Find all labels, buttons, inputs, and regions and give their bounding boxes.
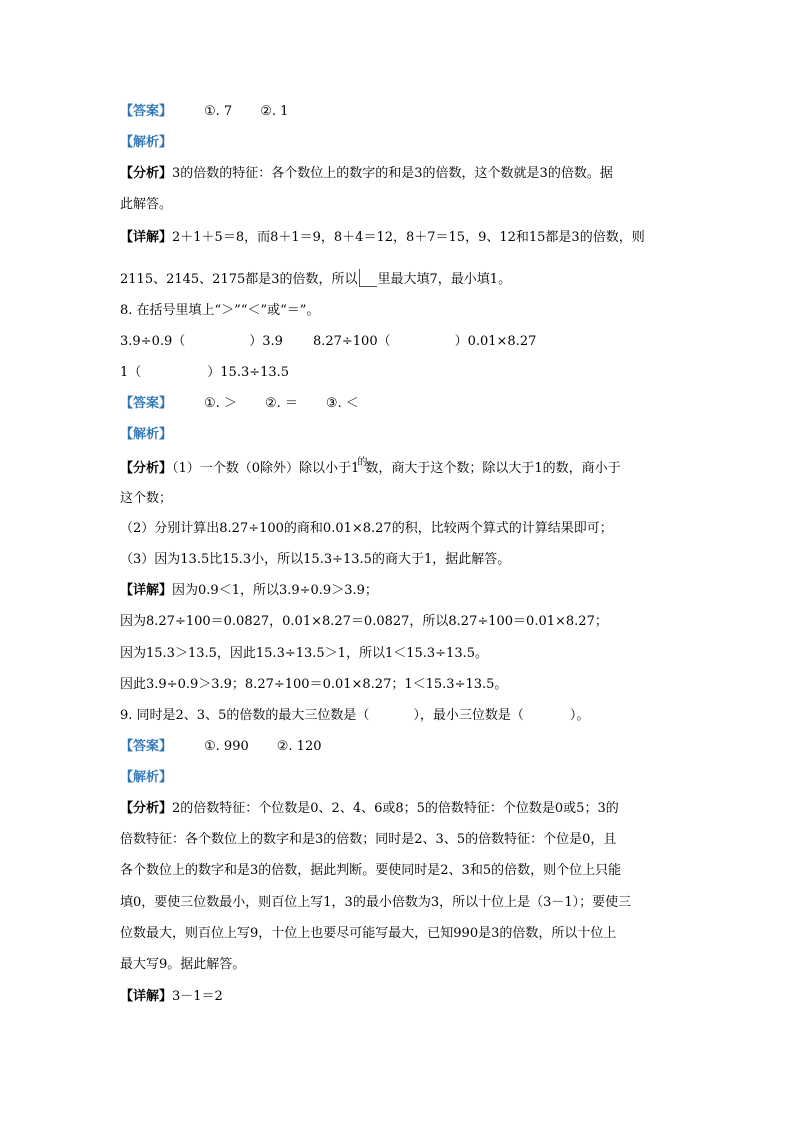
q9-answer-1: ①. 990 (204, 739, 249, 754)
q9-fenxi-text-1: 2的倍数特征：个位数是0、2、4、6或8；5的倍数特征：个位数是0或5；3的 (172, 801, 619, 816)
q9-fenxi-text-6: 最大写9。据此解答。 (120, 957, 246, 972)
q8-fenxi-line-4 (120, 551, 510, 569)
q9-fenxi-line-5 (120, 925, 616, 943)
q9-xiangjie-line-1 (120, 988, 223, 1006)
q9-fenxi-text-5: 位数最大，则百位上写9，十位上也要尽可能写最大，已知990是3的倍数，所以十位上 (120, 926, 617, 941)
q8-row-2 (120, 364, 289, 382)
q9-fenxi-line-4 (120, 894, 631, 912)
q8-expr-1b: ）3.9 (249, 334, 283, 349)
q7-xiangjie-line-2 (120, 269, 511, 289)
fenxi-label: 【分析】 (120, 461, 173, 476)
q7-xiangjie-text-2a: 2115、2145、2175都是3的倍数，所以 (120, 272, 358, 287)
q8-analysis-heading (120, 426, 172, 444)
q8-expr-1d: ）0.01×8.27 (454, 334, 537, 349)
answer-label: 【答案】 (120, 739, 173, 754)
q9-fenxi-line-1 (120, 800, 619, 818)
q8-xiangjie-line-2 (120, 613, 608, 631)
q7-answer-1: ①. 7 (204, 104, 233, 119)
q8-fenxi-line-1 (120, 457, 621, 479)
q8-xiangjie-text-1: 因为0.9＜1，所以3.9÷0.9＞3.9； (172, 583, 378, 598)
q8-fenxi-text-4: （3）因为13.5比15.3小，所以15.3÷13.5的商大于1，据此解答。 (120, 552, 511, 567)
q9-answer-2: ②. 120 (276, 739, 322, 754)
q7-xiangjie-line-1 (120, 229, 645, 247)
xiangjie-label: 【详解】 (120, 230, 173, 245)
q9-stem-c: ）。 (569, 708, 590, 723)
q8-fenxi-line-3 (120, 520, 613, 538)
q9-fenxi-line-2 (120, 831, 616, 849)
q8-xiangjie-text-2: 因为8.27÷100＝0.0827，0.01×8.27＝0.0827，所以8.27÷100＝0.01×8.27； (120, 614, 608, 629)
q8-expr-1a: 3.9÷0.9（ (120, 334, 186, 349)
q8-expr-1c: 8.27÷100（ (312, 334, 391, 349)
q7-answer-2: ②. 1 (260, 104, 289, 119)
blank-box (359, 269, 377, 287)
q9-answer-line (120, 738, 321, 756)
q8-fenxi-sup: 的 (357, 457, 368, 468)
analysis-label: 【解析】 (120, 135, 173, 150)
q7-analysis-heading (120, 134, 172, 152)
q8-answer-3: ③. ＜ (325, 396, 359, 411)
q9-fenxi-text-4: 填0，要使三位数最小，则百位上写1，3的最小倍数为3，所以十位上是（3－1）；要使三 (120, 895, 632, 910)
q8-fenxi-line-2 (120, 490, 172, 508)
q9-fenxi-line-3 (120, 862, 621, 880)
answer-label: 【答案】 (120, 104, 173, 119)
q8-xiangjie-line-1 (120, 582, 378, 600)
fenxi-label: 【分析】 (120, 166, 173, 181)
q9-xiangjie-text-1: 3－1＝2 (172, 989, 223, 1004)
q7-xiangjie-text-1: 2＋1＋5＝8，而8＋1＝9，8＋4＝12，8＋7＝15，9、12和15都是3的倍数，则 (172, 230, 645, 245)
q7-fenxi-line-1 (120, 165, 613, 183)
q8-xiangjie-text-4: 因此3.9÷0.9＞3.9；8.27÷100＝0.01×8.27；1＜15.3÷13.5。 (120, 677, 508, 692)
q7-xiangjie-text-2b: 里最大填7，最小填1。 (377, 272, 512, 287)
q8-answer-2: ②. ＝ (264, 396, 298, 411)
q9-analysis-heading (120, 769, 172, 787)
analysis-label: 【解析】 (120, 427, 173, 442)
q8-expr-2a: 1（ (120, 365, 142, 380)
q7-fenxi-text-1: 3的倍数的特征：各个数位上的数字的和是3的倍数，这个数就是3的倍数。据 (172, 166, 613, 181)
xiangjie-label: 【详解】 (120, 989, 173, 1004)
analysis-label: 【解析】 (120, 770, 173, 785)
q8-stem-text: 8. 在括号里填上“＞”“＜”或“＝”。 (120, 303, 320, 318)
q9-fenxi-line-6 (120, 956, 245, 974)
q7-fenxi-line-2 (120, 196, 172, 214)
q8-fenxi-text-3: （2）分别计算出8.27÷100的商和0.01×8.27的积，比较两个算式的计算结果即可； (120, 521, 613, 536)
q7-answer-line (120, 103, 288, 121)
answer-label: 【答案】 (120, 396, 173, 411)
q8-row-1 (120, 333, 536, 351)
q9-fenxi-text-3: 各个数位上的数字和是3的倍数，据此判断。要使同时是2、3和5的倍数，则个位上只能 (120, 863, 622, 878)
xiangjie-label: 【详解】 (120, 583, 173, 598)
q9-stem (120, 707, 589, 725)
q8-fenxi-text-1a: （1）一个数（0除外）除以小于1 (172, 461, 360, 476)
q7-fenxi-text-2: 此解答。 (120, 197, 173, 212)
q8-fenxi-text-1b: 数，商大于这个数；除以大于1的数，商小于 (365, 461, 621, 476)
q8-xiangjie-text-3: 因为15.3＞13.5，因此15.3÷13.5＞1，所以1＜15.3÷13.5。 (120, 646, 488, 661)
q8-expr-2b: ）15.3÷13.5 (207, 365, 290, 380)
q9-fenxi-text-2: 倍数特征：各个数位上的数字和是3的倍数；同时是2、3、5的倍数特征：个位是0，且 (120, 832, 617, 847)
q8-stem (120, 302, 319, 320)
q8-xiangjie-line-4 (120, 676, 507, 694)
q9-stem-b: ），最小三位数是（ (413, 708, 524, 723)
q8-xiangjie-line-3 (120, 645, 488, 663)
q8-answer-1: ①. ＞ (204, 396, 237, 411)
q9-stem-a: 9. 同时是2、3、5的倍数的最大三位数是（ (120, 708, 370, 723)
fenxi-label: 【分析】 (120, 801, 173, 816)
q8-fenxi-text-2: 这个数； (120, 491, 173, 506)
q8-answer-line (120, 395, 359, 413)
